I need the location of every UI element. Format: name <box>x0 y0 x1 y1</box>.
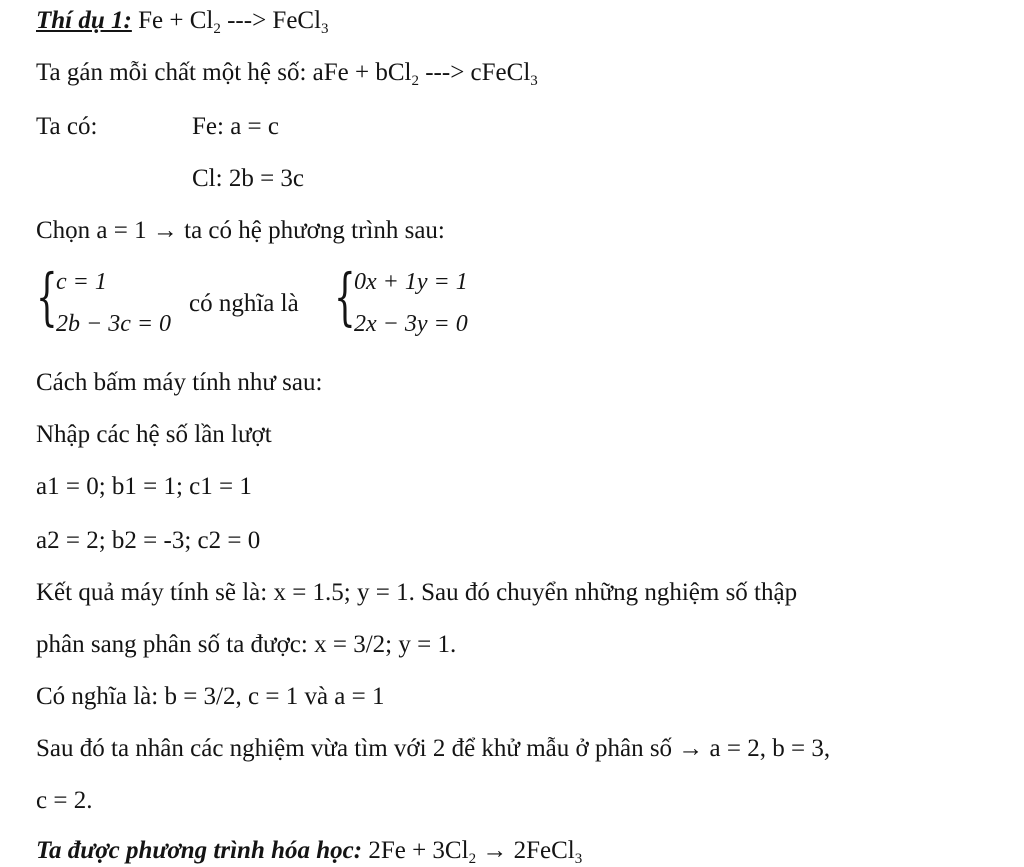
cl-balance-text: Cl: 2b = 3c <box>192 165 305 192</box>
assign-line <box>36 58 538 88</box>
sau-do-line-2: c = 2. <box>36 787 93 814</box>
example-label: Thí dụ 1: <box>36 7 132 34</box>
nhap-he-so: Nhập các hệ số lần lượt <box>36 421 272 448</box>
fe-balance <box>192 112 279 142</box>
final-equation <box>36 836 582 866</box>
example-equation-part1: Fe + Cl <box>131 7 214 34</box>
final-eq-part1: 2Fe + 3Cl <box>362 837 469 864</box>
example-heading <box>36 6 329 36</box>
chon-line: Chọn a = 1 → ta có hệ phương trình sau: <box>36 217 445 244</box>
subscript: 2 <box>213 21 221 37</box>
taco-label: Ta có: <box>36 113 98 140</box>
ketqua-line-2: phân sang phân số ta được: x = 3/2; y = 1. <box>36 631 457 658</box>
assign-arrow: ---> cFeCl <box>418 59 531 86</box>
subscript: 2 <box>468 851 477 867</box>
cl-balance <box>192 164 304 194</box>
subscript: 3 <box>574 851 583 867</box>
coeff-row-2: a2 = 2; b2 = -3; c2 = 0 <box>36 527 261 554</box>
right-eq1: 0x + 1y = 1 <box>354 269 468 295</box>
subscript: 3 <box>530 73 538 89</box>
example-equation-part2: ---> FeCl <box>220 7 322 34</box>
subscript: 2 <box>411 73 419 89</box>
coeff-row-1: a1 = 0; b1 = 1; c1 = 1 <box>36 473 252 500</box>
left-eq1: c = 1 <box>56 269 107 295</box>
assign-text: Ta gán mỗi chất một hệ số: aFe + bCl <box>36 59 412 86</box>
final-eq-part2: → 2FeCl <box>476 837 575 864</box>
equation-system <box>36 260 536 340</box>
subscript: 3 <box>321 21 329 37</box>
ketqua-line-1: Kết quả máy tính sẽ là: x = 1.5; y = 1. Sau đó chuyển những nghiệm số thập <box>36 579 798 606</box>
taco-line <box>36 112 97 142</box>
right-eq2: 2x − 3y = 0 <box>354 311 468 337</box>
conghia-line: Có nghĩa là: b = 3/2, c = 1 và a = 1 <box>36 683 385 710</box>
left-eq2: 2b − 3c = 0 <box>56 311 172 337</box>
left-brace: { <box>36 260 58 333</box>
cach-bam: Cách bấm máy tính như sau: <box>36 369 323 396</box>
right-brace: { <box>334 260 356 333</box>
fe-balance-text: Fe: a = c <box>192 113 279 140</box>
system-connector: có nghĩa là <box>189 290 299 317</box>
sau-do-line-1: Sau đó ta nhân các nghiệm vừa tìm với 2 để khử mẫu ở phân số → a = 2, b = 3, <box>36 735 831 762</box>
final-label: Ta được phương trình hóa học: <box>36 837 363 864</box>
